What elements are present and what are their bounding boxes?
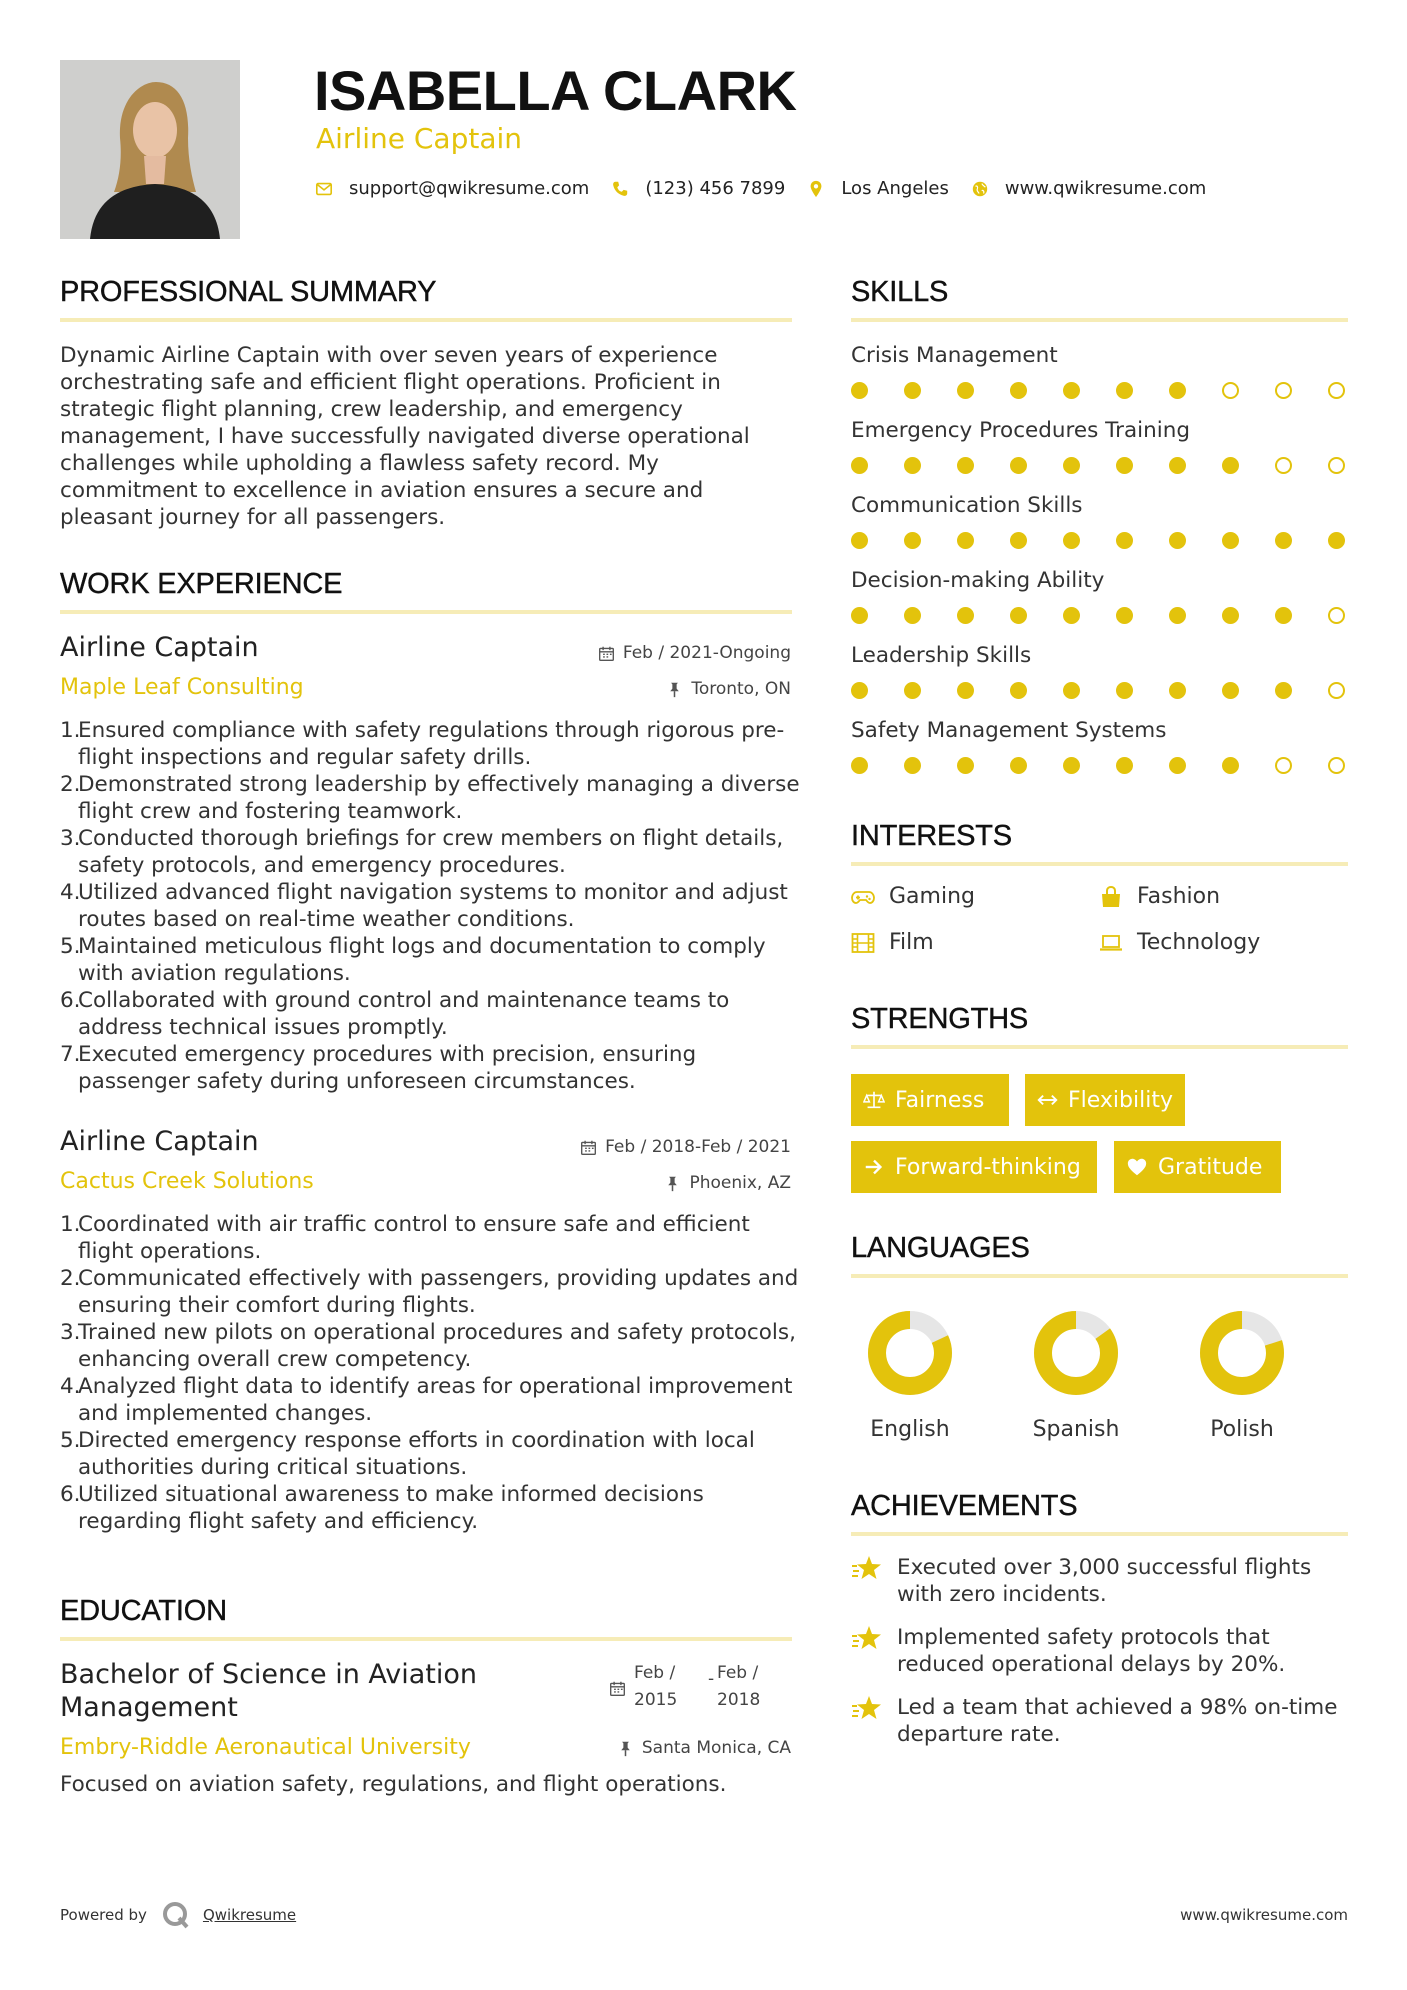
arrow-right-icon (863, 1156, 885, 1178)
contact-phone[interactable]: (123) 456 7899 (645, 178, 786, 199)
skill-dot-filled (1222, 607, 1239, 624)
education-end-month: Feb / (717, 1663, 759, 1683)
heart-icon (1126, 1156, 1148, 1178)
skills-heading: SKILLS (851, 276, 949, 308)
list-item: 3. Trained new pilots on operational procedures and safety protocols, enhancing overall crew competency. (60, 1320, 796, 1372)
gamepad-icon (851, 886, 875, 908)
languages-divider (851, 1274, 1348, 1278)
qwikresume-link[interactable]: Qwikresume (202, 1906, 297, 1924)
skill-dot-filled (851, 757, 868, 774)
interest-label: Fashion (1137, 884, 1221, 909)
education-heading: EDUCATION (60, 1595, 227, 1627)
arrows-horizontal-icon (1037, 1089, 1058, 1111)
job-1-location (666, 679, 791, 699)
job-1-location-text: Toronto, ON (691, 679, 791, 699)
language-name: Polish (1210, 1417, 1274, 1442)
skill-dot-filled (851, 532, 868, 549)
achievement-text: Led a team that achieved a 98% on-time departure rate. (897, 1695, 1338, 1747)
strength-label: Flexibility (1068, 1087, 1173, 1113)
interest-label: Technology (1137, 930, 1261, 955)
pushpin-icon (664, 1175, 681, 1192)
strength-tag (851, 1141, 1097, 1193)
qwikresume-logo-icon (161, 1900, 191, 1930)
skill-dot-filled (1010, 757, 1027, 774)
strengths-heading: STRENGTHS (851, 1003, 1029, 1035)
list-item: 5. Directed emergency response efforts in coordination with local authorities during critical situations. (60, 1428, 755, 1480)
contact-location: Los Angeles (841, 178, 949, 199)
skill-dot-filled (957, 682, 974, 699)
experience-divider (60, 610, 792, 614)
interests-heading: INTERESTS (851, 820, 1012, 852)
education-start-year: 2015 (634, 1690, 678, 1710)
skill-dot-filled (1275, 532, 1292, 549)
skill-dot-filled (1169, 682, 1186, 699)
interest-label: Film (889, 930, 934, 955)
skill-dot-filled (1169, 532, 1186, 549)
skill-dot-filled (1063, 457, 1080, 474)
achievement-text: Implemented safety protocols that reduced operational delays by 20%. (897, 1625, 1286, 1677)
job-2-location (664, 1173, 791, 1193)
footer-url[interactable]: www.qwikresume.com (1180, 1906, 1348, 1924)
experience-heading: WORK EXPERIENCE (60, 568, 343, 600)
skill-dot-filled (1010, 682, 1027, 699)
education-start-month: Feb / (634, 1663, 676, 1683)
pushpin-icon (666, 681, 683, 698)
skill-dot-filled (904, 382, 921, 399)
calendar-icon (609, 1680, 626, 1697)
list-item: 1. Coordinated with air traffic control to ensure safe and efficient flight operations. (60, 1212, 750, 1264)
star-icon (851, 1624, 883, 1652)
list-item: 1. Ensured compliance with safety regulations through rigorous pre-flight inspections and regular safety drills. (60, 718, 785, 770)
film-icon (851, 932, 875, 954)
skill-dot-filled (1116, 457, 1133, 474)
skill-dot-filled (1222, 757, 1239, 774)
candidate-title: Airline Captain (316, 122, 523, 155)
strength-label: Forward-thinking (895, 1154, 1081, 1180)
achievement-text: Executed over 3,000 successful flights with zero incidents. (897, 1555, 1312, 1607)
achievement-item (851, 1694, 1348, 1748)
job-1-bullets (60, 717, 800, 1095)
job-1-company: Maple Leaf Consulting (60, 675, 304, 700)
job-2-company: Cactus Creek Solutions (60, 1169, 314, 1194)
profile-photo (60, 60, 240, 239)
skill-dot-filled (957, 382, 974, 399)
job-1-title: Airline Captain (60, 632, 259, 663)
candidate-name: ISABELLA CLARK (314, 59, 797, 122)
skill-name: Safety Management Systems (851, 718, 1167, 743)
education-location (617, 1738, 791, 1758)
skill-dot-empty (1328, 757, 1345, 774)
calendar-icon (598, 645, 615, 662)
language-ring (1032, 1309, 1120, 1397)
skill-dot-filled (957, 757, 974, 774)
job-1-dates-text: Feb / 2021-Ongoing (622, 643, 791, 663)
education-end-year: 2018 (717, 1690, 761, 1710)
skill-dot-empty (1328, 382, 1345, 399)
skill-dot-filled (851, 682, 868, 699)
list-item: 5. Maintained meticulous flight logs and documentation to comply with aviation regulations. (60, 934, 766, 986)
skill-dot-filled (1222, 457, 1239, 474)
skill-dot-filled (1169, 607, 1186, 624)
phone-icon (611, 180, 629, 198)
skill-dot-filled (1063, 607, 1080, 624)
strength-tag (1025, 1074, 1185, 1126)
education-location-text: Santa Monica, CA (641, 1738, 791, 1758)
strength-tag (1114, 1141, 1281, 1193)
strength-label: Fairness (895, 1087, 985, 1113)
skill-dot-empty (1328, 607, 1345, 624)
skill-dot-filled (1116, 607, 1133, 624)
language-ring (866, 1309, 954, 1397)
language-name: English (870, 1417, 950, 1442)
skill-name: Crisis Management (851, 343, 1058, 368)
skill-dot-empty (1275, 457, 1292, 474)
list-item: 7. Executed emergency procedures with precision, ensuring passenger safety during unforeseen circumstances. (60, 1042, 697, 1094)
laptop-icon (1099, 932, 1123, 954)
skill-dot-filled (1063, 682, 1080, 699)
shopping-bag-icon (1099, 886, 1123, 908)
job-1-dates (598, 643, 791, 663)
skill-dot-filled (904, 532, 921, 549)
skill-dot-filled (1116, 757, 1133, 774)
skill-dot-empty (1275, 382, 1292, 399)
language-name: Spanish (1032, 1417, 1120, 1442)
strengths-divider (851, 1045, 1348, 1049)
skill-dot-filled (957, 532, 974, 549)
skill-dot-filled (1169, 457, 1186, 474)
language-item (850, 1309, 970, 1442)
languages-heading: LANGUAGES (851, 1232, 1030, 1264)
skill-name: Decision-making Ability (851, 568, 1105, 593)
contact-bar (315, 178, 1228, 199)
skill-dot-empty (1222, 382, 1239, 399)
contact-email[interactable]: support@qwikresume.com (349, 178, 590, 199)
skill-dot-filled (851, 457, 868, 474)
skill-rating (851, 457, 1348, 475)
map-marker-icon (807, 180, 825, 198)
star-icon (851, 1554, 883, 1582)
skill-name: Leadership Skills (851, 643, 1032, 668)
globe-icon (971, 180, 989, 198)
list-item: 2. Demonstrated strong leadership by effectively managing a diverse flight crew and fostering teamwork. (60, 772, 800, 824)
list-item: 6. Utilized situational awareness to make informed decisions regarding flight safety and efficiency. (60, 1482, 704, 1534)
job-2-dates (580, 1137, 791, 1157)
skill-dot-filled (1010, 532, 1027, 549)
interest-label: Gaming (889, 884, 975, 909)
skill-dot-empty (1328, 682, 1345, 699)
skill-dot-filled (1328, 532, 1345, 549)
calendar-icon (580, 1139, 597, 1156)
list-item: 4. Analyzed flight data to identify areas for operational improvement and implemented changes. (60, 1374, 793, 1426)
skill-dot-filled (1010, 607, 1027, 624)
profile-photo-image (60, 60, 240, 239)
skill-dot-filled (1116, 382, 1133, 399)
skill-dot-filled (1010, 457, 1027, 474)
skill-rating (851, 532, 1348, 550)
skill-dot-filled (904, 457, 921, 474)
skill-dot-filled (904, 682, 921, 699)
skills-divider (851, 318, 1348, 322)
education-description: Focused on aviation safety, regulations, and flight operations. (60, 1772, 727, 1797)
skill-rating (851, 757, 1348, 775)
interest-item (851, 930, 934, 955)
skill-dot-filled (1222, 682, 1239, 699)
language-item (1182, 1309, 1302, 1442)
skill-dot-filled (851, 607, 868, 624)
skill-dot-filled (1116, 532, 1133, 549)
achievement-item (851, 1554, 1348, 1608)
skill-dot-filled (957, 457, 974, 474)
skill-dot-empty (1275, 757, 1292, 774)
language-ring (1198, 1309, 1286, 1397)
list-item: 6. Collaborated with ground control and maintenance teams to address technical issues promptly. (60, 988, 730, 1040)
powered-by-label: Powered by (60, 1906, 147, 1924)
skill-dot-empty (1328, 457, 1345, 474)
skill-dot-filled (1275, 682, 1292, 699)
strength-tag (851, 1074, 1009, 1126)
skill-dot-filled (1116, 682, 1133, 699)
education-degree: Bachelor of Science in Aviation Management (60, 1659, 478, 1723)
education-end-date (717, 1660, 760, 1714)
education-divider (60, 1637, 792, 1641)
skill-dot-filled (1063, 382, 1080, 399)
skill-dot-filled (904, 757, 921, 774)
summary-divider (60, 318, 792, 322)
skill-dot-filled (851, 382, 868, 399)
skill-rating (851, 607, 1348, 625)
skill-dot-filled (1010, 382, 1027, 399)
summary-heading: PROFESSIONAL SUMMARY (60, 276, 437, 308)
interest-item (851, 884, 975, 909)
achievement-item (851, 1624, 1348, 1678)
education-school: Embry-Riddle Aeronautical University (60, 1735, 471, 1760)
job-2-title: Airline Captain (60, 1126, 259, 1157)
footer-powered-by (60, 1900, 296, 1930)
skill-dot-filled (1222, 532, 1239, 549)
skill-dot-filled (1169, 757, 1186, 774)
skill-dot-filled (904, 607, 921, 624)
job-2-dates-text: Feb / 2018-Feb / 2021 (605, 1137, 791, 1157)
strength-label: Gratitude (1158, 1154, 1263, 1180)
job-2-bullets (60, 1211, 800, 1535)
skill-name: Emergency Procedures Training (851, 418, 1190, 443)
achievements-divider (851, 1532, 1348, 1536)
skill-rating (851, 382, 1348, 400)
envelope-icon (315, 180, 333, 198)
skill-dot-filled (1063, 532, 1080, 549)
list-item: 4. Utilized advanced flight navigation systems to monitor and adjust routes based on real-time weather conditions. (60, 880, 788, 932)
interests-divider (851, 862, 1348, 866)
interest-item (1099, 930, 1260, 955)
interest-item (1099, 884, 1220, 909)
education-start-date (634, 1660, 677, 1714)
star-icon (851, 1694, 883, 1722)
contact-website[interactable]: www.qwikresume.com (1004, 178, 1207, 199)
balance-scale-icon (863, 1089, 885, 1111)
skill-dot-filled (957, 607, 974, 624)
skill-rating (851, 682, 1348, 700)
pushpin-icon (617, 1740, 634, 1757)
skill-dot-filled (1063, 757, 1080, 774)
language-item (1016, 1309, 1136, 1442)
summary-text: Dynamic Airline Captain with over seven years of experience orchestrating safe and efficient flight operations. Proficient in strategic flight planning, crew leadership, and emergency management, I have successfully navigated diverse operational challenges while upholding a flawless safety record. My commitment to excellence in aviation ensures a secure and pleasant journey for all passengers. (60, 343, 750, 530)
job-2-location-text: Phoenix, AZ (689, 1173, 791, 1193)
list-item: 2. Communicated effectively with passengers, providing updates and ensuring their comfort during flights. (60, 1266, 799, 1318)
education-date-separator: - (708, 1669, 715, 1689)
skill-dot-filled (1275, 607, 1292, 624)
achievements-heading: ACHIEVEMENTS (851, 1490, 1078, 1522)
list-item: 3. Conducted thorough briefings for crew members on flight details, safety protocols, and emergency procedures. (60, 826, 784, 878)
skill-name: Communication Skills (851, 493, 1083, 518)
skill-dot-filled (1169, 382, 1186, 399)
